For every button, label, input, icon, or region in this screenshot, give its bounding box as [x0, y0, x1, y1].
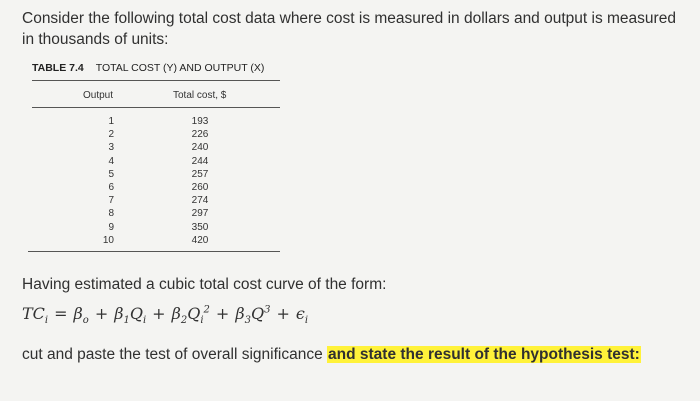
cost-cell: 274: [191, 195, 209, 207]
question-text: [22, 346, 641, 364]
output-column-header: Output: [83, 90, 114, 101]
output-cell: 3: [108, 142, 114, 154]
output-cell: 4: [108, 155, 114, 167]
output-cell: 6: [108, 182, 114, 194]
table-number: TABLE 7.4: [32, 62, 84, 74]
cost-column-header: Total cost, $: [173, 90, 227, 101]
output-cell: 10: [102, 234, 114, 246]
output-cell: 1: [108, 116, 114, 127]
cost-cell: 297: [191, 208, 209, 220]
highlighted-question: and state the result of the hypothesis test:: [328, 346, 640, 363]
output-cell: 5: [108, 168, 114, 180]
table-top-rule: [32, 80, 280, 81]
table-title: TOTAL COST (Y) AND OUTPUT (X): [95, 62, 265, 74]
output-cell: 7: [108, 195, 114, 207]
intro-paragraph: Consider the following total cost data where cost is measured in dollars and output is measured in thousands of units:: [22, 10, 676, 48]
table-bottom-rule: [28, 251, 280, 252]
cost-cell: 226: [191, 129, 209, 141]
output-cell: 9: [108, 221, 114, 233]
prompt-text: Having estimated a cubic total cost curve of the form:: [22, 276, 387, 293]
output-cell: 2: [108, 129, 114, 141]
cost-cell: 193: [191, 116, 209, 127]
output-column: [86, 115, 114, 247]
cost-cell: 420: [191, 234, 209, 246]
cost-cell: 257: [191, 168, 209, 180]
output-cell: 8: [108, 208, 114, 220]
table-caption: [32, 62, 264, 74]
cost-column: [186, 115, 214, 247]
cost-cell: 240: [191, 142, 209, 154]
cost-cell: 244: [191, 155, 209, 167]
cost-cell: 260: [191, 182, 209, 194]
question-plain: cut and paste the test of overall significance: [22, 346, 323, 363]
table-header-rule: [32, 107, 280, 108]
cost-cell: 350: [191, 221, 209, 233]
cubic-cost-equation: $TC_i = \beta_o + \beta_1Q_i + \beta_2Q_i^2 + \beta_3Q^3 + \epsilon_i$: [22, 304, 309, 327]
